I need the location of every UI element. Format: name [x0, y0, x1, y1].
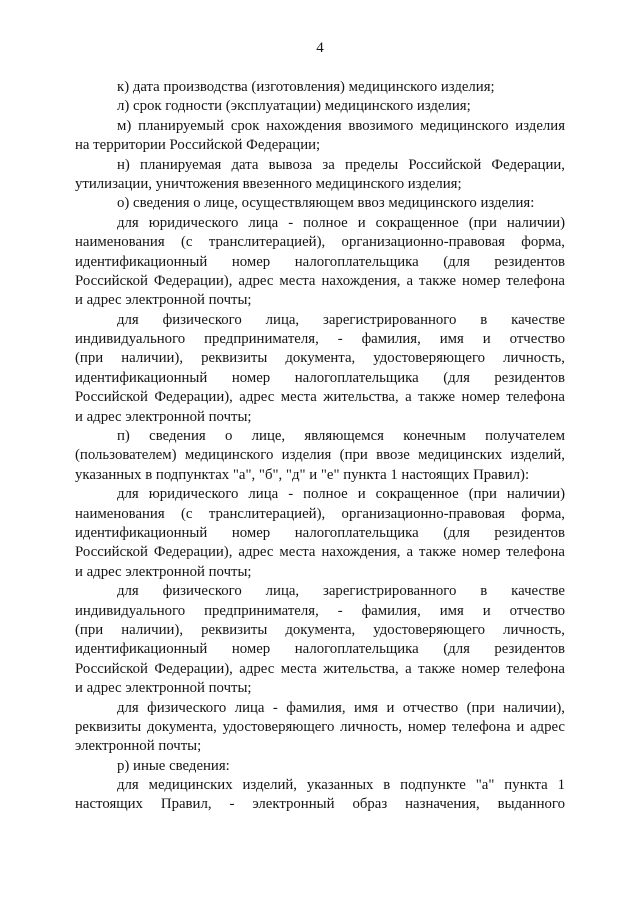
text-line: к) дата производства (изготовления) медицинского изделия;: [117, 79, 495, 95]
text-line: идентификационный номер налогоплательщика (для резидентов: [75, 253, 565, 270]
paragraph-p: [75, 427, 565, 485]
text-line: индивидуального предпринимателя, - фамилия, имя и отчество: [75, 602, 565, 619]
text-line: для физического лица, зарегистрированного в качестве: [117, 311, 565, 328]
text-line: и адрес электронной почты;: [75, 680, 252, 697]
text-line: и адрес электронной почты;: [75, 408, 252, 425]
page-number: 4: [316, 40, 324, 56]
text-line: наименования (с транслитерацией), организационно-правовая форма,: [75, 234, 565, 251]
text-line: наименования (с транслитерацией), организационно-правовая форма,: [75, 505, 565, 522]
text-line: о) сведения о лице, осуществляющем ввоз медицинского изделия:: [117, 195, 535, 212]
text-line: Российской Федерации), адрес места нахождения, а также номер телефона: [75, 272, 565, 289]
text-line: идентификационный номер налогоплательщика (для резидентов: [75, 524, 565, 541]
text-line: м) планируемый срок нахождения ввозимого медицинского изделия: [117, 117, 565, 134]
text-line: для физического лица - фамилия, имя и отчество (при наличии),: [117, 699, 565, 716]
text-line: на территории Российской Федерации;: [75, 137, 321, 154]
text-line: Российской Федерации), адрес места жительства, а также номер телефона: [75, 660, 565, 677]
text-line: идентификационный номер налогоплательщика (для резидентов: [75, 369, 565, 386]
paragraph-o-legal-entity: [75, 214, 565, 311]
text-line: для юридического лица - полное и сокращенное (при наличии): [117, 486, 565, 503]
text-line: для юридического лица - полное и сокращенное (при наличии): [117, 214, 565, 231]
text-line: индивидуального предпринимателя, - фамилия, имя и отчество: [75, 331, 565, 348]
text-line: н) планируемая дата вывоза за пределы Российской Федерации,: [117, 156, 565, 173]
paragraph-r: [75, 757, 565, 776]
text-line: электронной почты;: [75, 738, 202, 755]
text-line: р) иные сведения:: [117, 757, 230, 774]
text-line: для медицинских изделий, указанных в подпункте "а" пункта 1: [117, 777, 565, 794]
text-line: настоящих Правил, - электронный образ назначения, выданного: [75, 796, 565, 813]
text-line: Российской Федерации), адрес места нахождения, а также номер телефона: [75, 544, 565, 561]
paragraph-p-individual-entrepreneur: [75, 582, 565, 698]
text-line: идентификационный номер налогоплательщика (для резидентов: [75, 641, 565, 658]
text-line: л) срок годности (эксплуатации) медицинского изделия;: [117, 98, 471, 115]
text-line: и адрес электронной почты;: [75, 292, 252, 309]
document-body: [75, 78, 565, 815]
paragraph-l: [75, 97, 565, 116]
paragraph-r-medical-devices: [75, 776, 565, 815]
paragraph-p-legal-entity: [75, 485, 565, 582]
text-line: и адрес электронной почты;: [75, 563, 252, 580]
text-line: (при наличии), реквизиты документа, удостоверяющего личность,: [75, 621, 565, 638]
paragraph-m: [75, 117, 565, 156]
text-line: Российской Федерации), адрес места жительства, а также номер телефона: [75, 389, 565, 406]
text-line: утилизации, уничтожения ввезенного медицинского изделия;: [75, 175, 462, 192]
text-line: п) сведения о лице, являющемся конечным получателем: [117, 428, 565, 445]
paragraph-o-individual-entrepreneur: [75, 311, 565, 427]
paragraph-k: [75, 78, 565, 97]
paragraph-n: [75, 156, 565, 195]
text-line: реквизиты документа, удостоверяющего личность, номер телефона и адрес: [75, 718, 565, 735]
text-line: (при наличии), реквизиты документа, удостоверяющего личность,: [75, 350, 565, 367]
paragraph-o: [75, 194, 565, 213]
text-line: (пользователем) медицинского изделия (при ввозе медицинских изделий,: [75, 447, 565, 464]
text-line: для физического лица, зарегистрированного в качестве: [117, 583, 565, 600]
text-line: указанных в подпунктах "а", "б", "д" и "е" пункта 1 настоящих Правил):: [75, 466, 530, 483]
paragraph-p-natural-person: [75, 699, 565, 757]
